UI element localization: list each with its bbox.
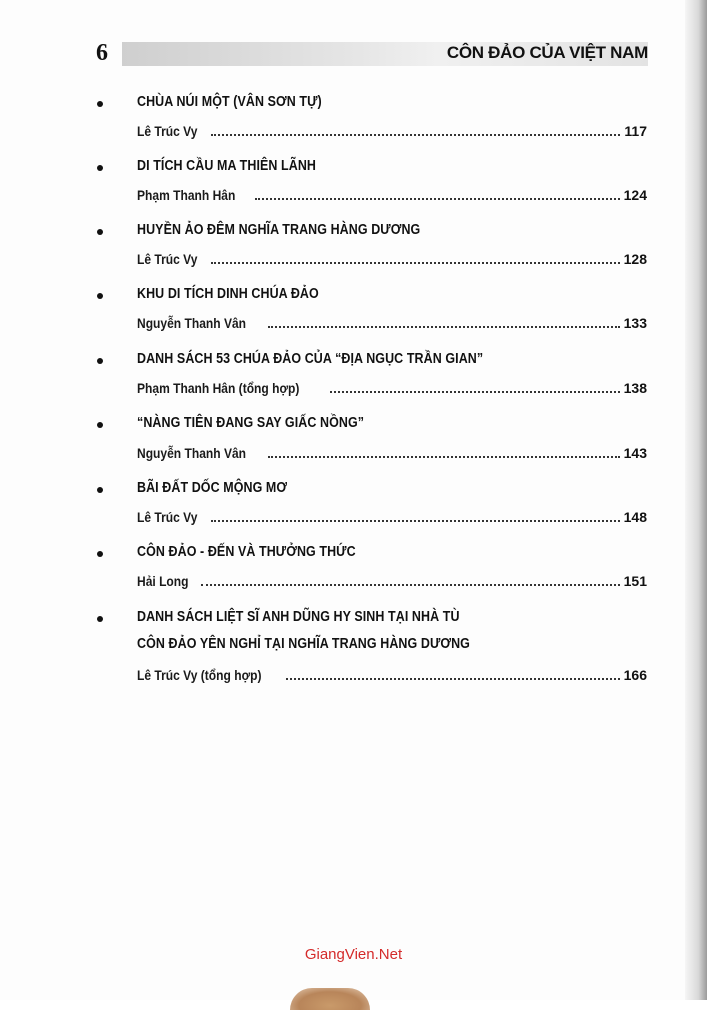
entry-title: “NÀNG TIÊN ĐANG SAY GIẤC NỒNG”	[137, 415, 365, 431]
bullet-icon	[97, 358, 103, 364]
bullet-icon	[97, 551, 103, 557]
entry-author-line	[137, 185, 647, 205]
entry-title: DANH SÁCH LIỆT SĨ ANH DŨNG HY SINH TẠI NHÀ TÙ	[137, 609, 460, 625]
entry-author-line	[137, 571, 647, 591]
dot-leader	[330, 391, 620, 393]
entry-page-number: 143	[623, 445, 647, 461]
dot-leader	[211, 262, 619, 264]
entry-author: Lê Trúc Vy	[137, 251, 198, 267]
entry-title: KHU DI TÍCH DINH CHÚA ĐẢO	[137, 286, 319, 302]
entry-author: Lê Trúc Vy	[137, 509, 198, 525]
entry-page-number: 138	[623, 380, 647, 396]
entry-page-number: 124	[623, 187, 647, 203]
bullet-icon	[97, 487, 103, 493]
bullet-icon	[97, 229, 103, 235]
entry-author: Lê Trúc Vy (tổng hợp)	[137, 667, 262, 683]
bullet-icon	[97, 101, 103, 107]
entry-page-number: 117	[624, 123, 647, 139]
entry-author-line	[137, 443, 647, 463]
bullet-icon	[97, 165, 103, 171]
entry-author: Nguyễn Thanh Vân	[137, 445, 247, 461]
dot-leader	[255, 198, 619, 200]
entry-author-line	[137, 121, 647, 141]
entry-title: DI TÍCH CẦU MA THIÊN LÃNH	[137, 158, 317, 174]
entry-page-number: 148	[623, 509, 647, 525]
entry-author: Nguyễn Thanh Vân	[137, 315, 247, 331]
dot-leader	[286, 678, 620, 680]
watermark-text: GiangVien.Net	[304, 946, 403, 963]
bullet-icon	[97, 616, 103, 622]
entry-author: Phạm Thanh Hân (tổng hợp)	[137, 380, 300, 396]
entry-title: HUYỀN ẢO ĐÊM NGHĨA TRANG HÀNG DƯƠNG	[137, 222, 421, 238]
entry-title-continued: CÔN ĐẢO YÊN NGHỈ TẠI NGHĨA TRANG HÀNG DƯƠNG	[137, 636, 470, 652]
dot-leader	[268, 326, 620, 328]
entry-page-number: 151	[623, 573, 647, 589]
entry-page-number: 166	[623, 667, 647, 683]
entry-author: Phạm Thanh Hân	[137, 187, 236, 203]
bullet-icon	[97, 293, 103, 299]
dot-leader	[211, 134, 620, 136]
entry-title: CHÙA NÚI MỘT (VÂN SƠN TỰ)	[137, 94, 322, 110]
entry-title: DANH SÁCH 53 CHÚA ĐẢO CỦA “ĐỊA NGỤC TRẦN GIAN”	[137, 351, 484, 367]
dot-leader	[201, 584, 620, 586]
entry-author-line	[137, 378, 647, 398]
bullet-icon	[97, 422, 103, 428]
entry-author-line	[137, 313, 647, 333]
thumb-image	[290, 988, 370, 1010]
entry-author-line	[137, 249, 647, 269]
entry-page-number: 128	[623, 251, 647, 267]
entry-author: Hải Long	[137, 573, 189, 589]
running-header	[96, 38, 648, 68]
entry-author-line	[137, 507, 647, 527]
dot-leader	[211, 520, 619, 522]
page-number: 6	[96, 40, 108, 66]
page-edge-shadow	[685, 0, 707, 1000]
dot-leader	[268, 456, 620, 458]
entry-author-line	[137, 665, 647, 685]
entry-author: Lê Trúc Vy	[137, 123, 198, 139]
book-title: CÔN ĐẢO CỦA VIỆT NAM	[446, 43, 648, 62]
entry-page-number: 133	[623, 315, 647, 331]
entry-title: CÔN ĐẢO - ĐẾN VÀ THƯỞNG THỨC	[137, 544, 356, 560]
entry-title: BÃI ĐẤT DỐC MỘNG MƠ	[137, 480, 288, 496]
